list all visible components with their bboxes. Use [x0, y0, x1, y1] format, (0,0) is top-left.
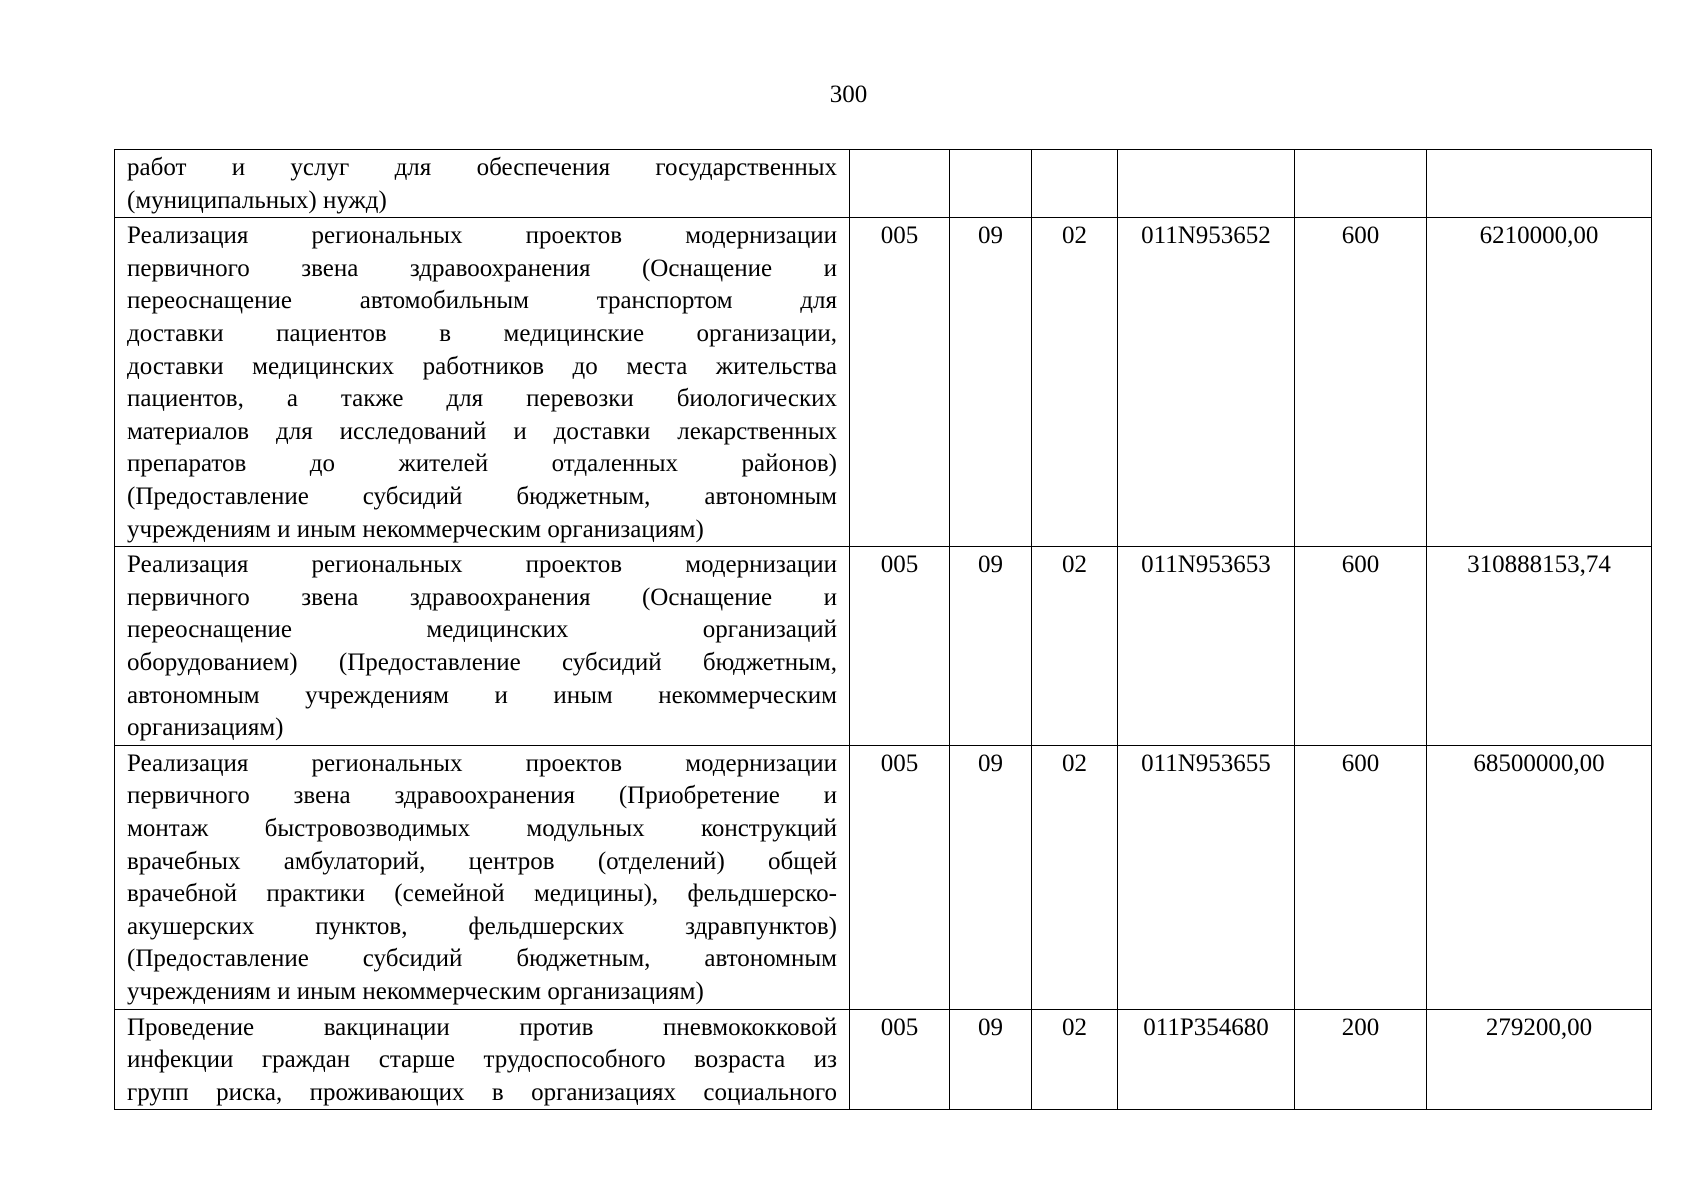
- subsection-cell: 02: [1032, 1009, 1118, 1110]
- amount-cell: 310888153,74: [1427, 547, 1652, 746]
- description-line: учреждениям и иным некоммерческим организациям): [127, 977, 704, 1005]
- subsection-cell: 02: [1032, 218, 1118, 547]
- description-line: (Предоставление субсидий бюджетным, автономным: [127, 945, 837, 973]
- ministry-code-cell: 005: [850, 547, 950, 746]
- ministry-code-cell: 005: [850, 745, 950, 1009]
- description-line: работ и услуг для обеспечения государственных: [127, 154, 837, 181]
- description-line: организациям): [127, 714, 284, 742]
- description-line: врачебной практики (семейной медицины), фельдшерско-: [127, 880, 837, 908]
- description-cell: [115, 547, 850, 746]
- expense-type-cell: 600: [1295, 218, 1427, 547]
- description-line: Проведение вакцинации против пневмококковой: [127, 1013, 837, 1041]
- ministry-code-cell: 005: [850, 218, 950, 547]
- description-line: Реализация региональных проектов модернизации: [127, 222, 837, 250]
- target-article-cell: [1118, 150, 1295, 218]
- description-line: акушерских пунктов, фельдшерских здравпунктов): [127, 912, 837, 940]
- description-line: переоснащение медицинских организаций: [127, 616, 837, 644]
- section-cell: 09: [950, 547, 1032, 746]
- description-line: первичного звена здравоохранения (Приобретение и: [127, 782, 837, 810]
- section-cell: 09: [950, 745, 1032, 1009]
- table-row: [115, 1009, 1652, 1110]
- table-row: [115, 547, 1652, 746]
- amount-cell: [1427, 150, 1652, 218]
- expense-type-cell: [1295, 150, 1427, 218]
- expense-type-cell: 600: [1295, 745, 1427, 1009]
- target-article-cell: 011N953653: [1118, 547, 1295, 746]
- ministry-code-cell: 005: [850, 1009, 950, 1110]
- description-line: пациентов, а также для перевозки биологических: [127, 385, 837, 413]
- description-cell: [115, 150, 850, 218]
- section-cell: 09: [950, 218, 1032, 547]
- description-line: (Предоставление субсидий бюджетным, автономным: [127, 482, 837, 510]
- target-article-cell: 011N953655: [1118, 745, 1295, 1009]
- description-line: (муниципальных) нужд): [127, 186, 387, 214]
- table-row: [115, 218, 1652, 547]
- description-line: оборудованием) (Предоставление субсидий бюджетным,: [127, 648, 837, 676]
- description-line: препаратов до жителей отдаленных районов): [127, 450, 837, 478]
- description-line: переоснащение автомобильным транспортом для: [127, 287, 837, 315]
- target-article-cell: 011N953652: [1118, 218, 1295, 547]
- subsection-cell: 02: [1032, 745, 1118, 1009]
- amount-cell: 6210000,00: [1427, 218, 1652, 547]
- description-line: первичного звена здравоохранения (Оснащение и: [127, 254, 837, 282]
- section-cell: [950, 150, 1032, 218]
- description-cell: [115, 218, 850, 547]
- description-line: автономным учреждениям и иным некоммерческим: [127, 681, 837, 709]
- description-line: Реализация региональных проектов модернизации: [127, 551, 837, 579]
- description-line: врачебных амбулаторий, центров (отделений) общей: [127, 847, 837, 875]
- expense-type-cell: 200: [1295, 1009, 1427, 1110]
- description-line: доставки пациентов в медицинские организации,: [127, 319, 837, 347]
- description-line: учреждениям и иным некоммерческим организациям): [127, 515, 704, 543]
- table-row: [115, 150, 1652, 218]
- ministry-code-cell: [850, 150, 950, 218]
- subsection-cell: 02: [1032, 547, 1118, 746]
- description-cell: [115, 1009, 850, 1110]
- table-row: [115, 745, 1652, 1009]
- description-line: первичного звена здравоохранения (Оснащение и: [127, 583, 837, 611]
- subsection-cell: [1032, 150, 1118, 218]
- amount-cell: 68500000,00: [1427, 745, 1652, 1009]
- description-line: групп риска, проживающих в организациях социального: [127, 1078, 837, 1106]
- amount-cell: 279200,00: [1427, 1009, 1652, 1110]
- description-line: монтаж быстровозводимых модульных конструкций: [127, 814, 837, 842]
- budget-table: [114, 149, 1652, 1110]
- target-article-cell: 011P354680: [1118, 1009, 1295, 1110]
- description-line: доставки медицинских работников до места жительства: [127, 352, 837, 380]
- description-line: Реализация региональных проектов модернизации: [127, 749, 837, 777]
- description-line: материалов для исследований и доставки лекарственных: [127, 417, 837, 445]
- expense-type-cell: 600: [1295, 547, 1427, 746]
- page-number: 300: [829, 81, 868, 108]
- section-cell: 09: [950, 1009, 1032, 1110]
- description-line: инфекции граждан старше трудоспособного возраста из: [127, 1046, 837, 1074]
- description-cell: [115, 745, 850, 1009]
